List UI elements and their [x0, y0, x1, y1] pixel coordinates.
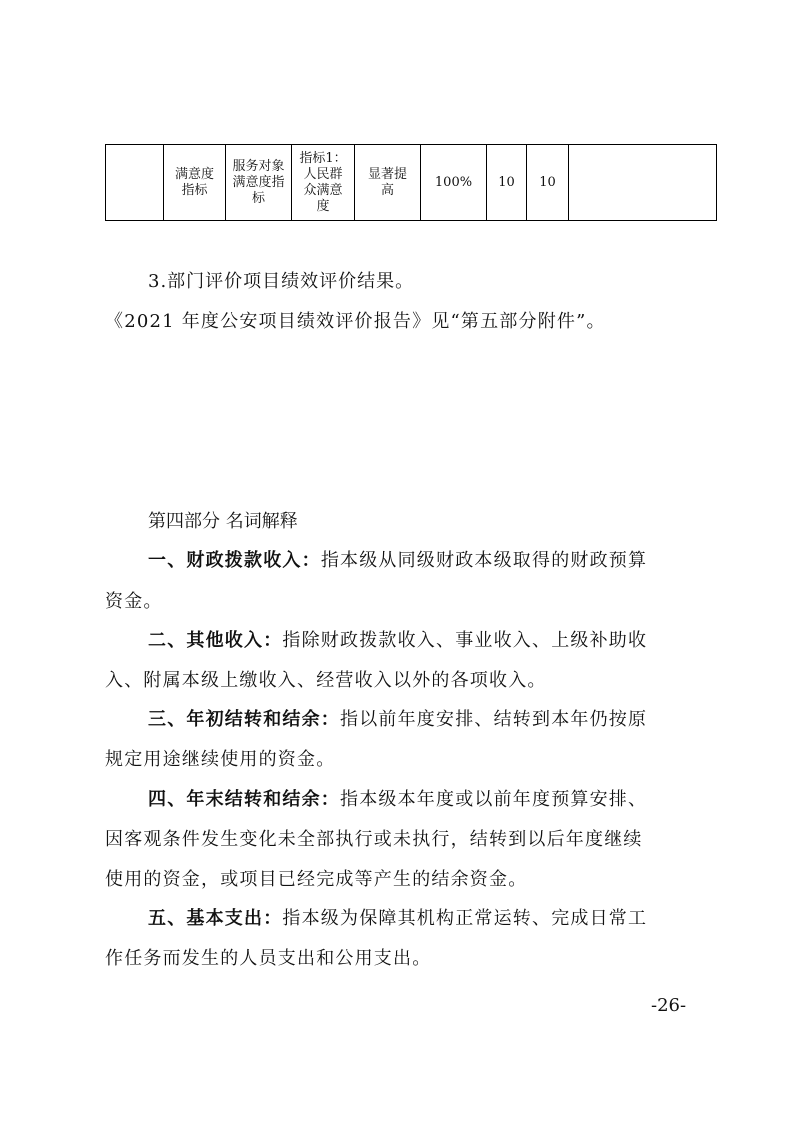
definition-5: [148, 907, 733, 931]
table-cell: [106, 145, 164, 221]
definition-text: 作任务而发生的人员支出和公用支出。: [105, 948, 432, 969]
definition-term: 二、其他收入：: [148, 630, 283, 651]
table-cell: 10: [487, 145, 527, 221]
definition-text: 因客观条件发生变化未全部执行或未执行，结转到以后年度继续: [105, 829, 643, 850]
table-cell: [569, 145, 717, 221]
definition-term: 四、年末结转和结余：: [148, 789, 340, 810]
table-cell: 显著提高: [355, 145, 421, 221]
definition-4: [148, 788, 733, 812]
definition-3: [148, 708, 733, 732]
definition-text: 指除财政拨款收入、事业收入、上级补助收: [282, 630, 648, 651]
definition-text: 指本级本年度或以前年度预算安排、: [340, 789, 648, 810]
definition-text: 资金。: [105, 591, 163, 612]
section-3-body: 《2021 年度公安项目绩效评价报告》见“第五部分附件”。: [105, 311, 606, 332]
page-number: -26-: [651, 995, 687, 1016]
table-cell: 指标1：人民群众满意度: [292, 145, 355, 221]
definition-term: 一、财政拨款收入：: [148, 550, 321, 571]
definition-term: 五、基本支出：: [148, 908, 283, 929]
definition-text: 使用的资金，或项目已经完成等产生的结余资金。: [105, 869, 528, 890]
definition-1: [148, 549, 733, 573]
definition-text: 指本级从同级财政本级取得的财政预算: [320, 550, 648, 571]
definition-text: 指本级为保障其机构正常运转、完成日常工: [282, 908, 648, 929]
table-row: [106, 145, 717, 221]
section-3-heading: 3.部门评价项目绩效评价结果。: [148, 271, 415, 292]
definition-text: 规定用途继续使用的资金。: [105, 749, 336, 770]
table-cell: 服务对象满意度指标: [226, 145, 292, 221]
definition-text: 指以前年度安排、结转到本年仍按原: [340, 709, 648, 730]
definition-term: 三、年初结转和结余：: [148, 709, 340, 730]
definition-2: [148, 629, 733, 653]
table-cell: 100%: [421, 145, 487, 221]
table-cell: 满意度指标: [164, 145, 226, 221]
part-4-title: 第四部分 名词解释: [148, 511, 298, 532]
definition-text: 入、附属本级上缴收入、经营收入以外的各项收入。: [105, 670, 547, 691]
performance-table: [105, 144, 717, 221]
table-cell: 10: [527, 145, 569, 221]
